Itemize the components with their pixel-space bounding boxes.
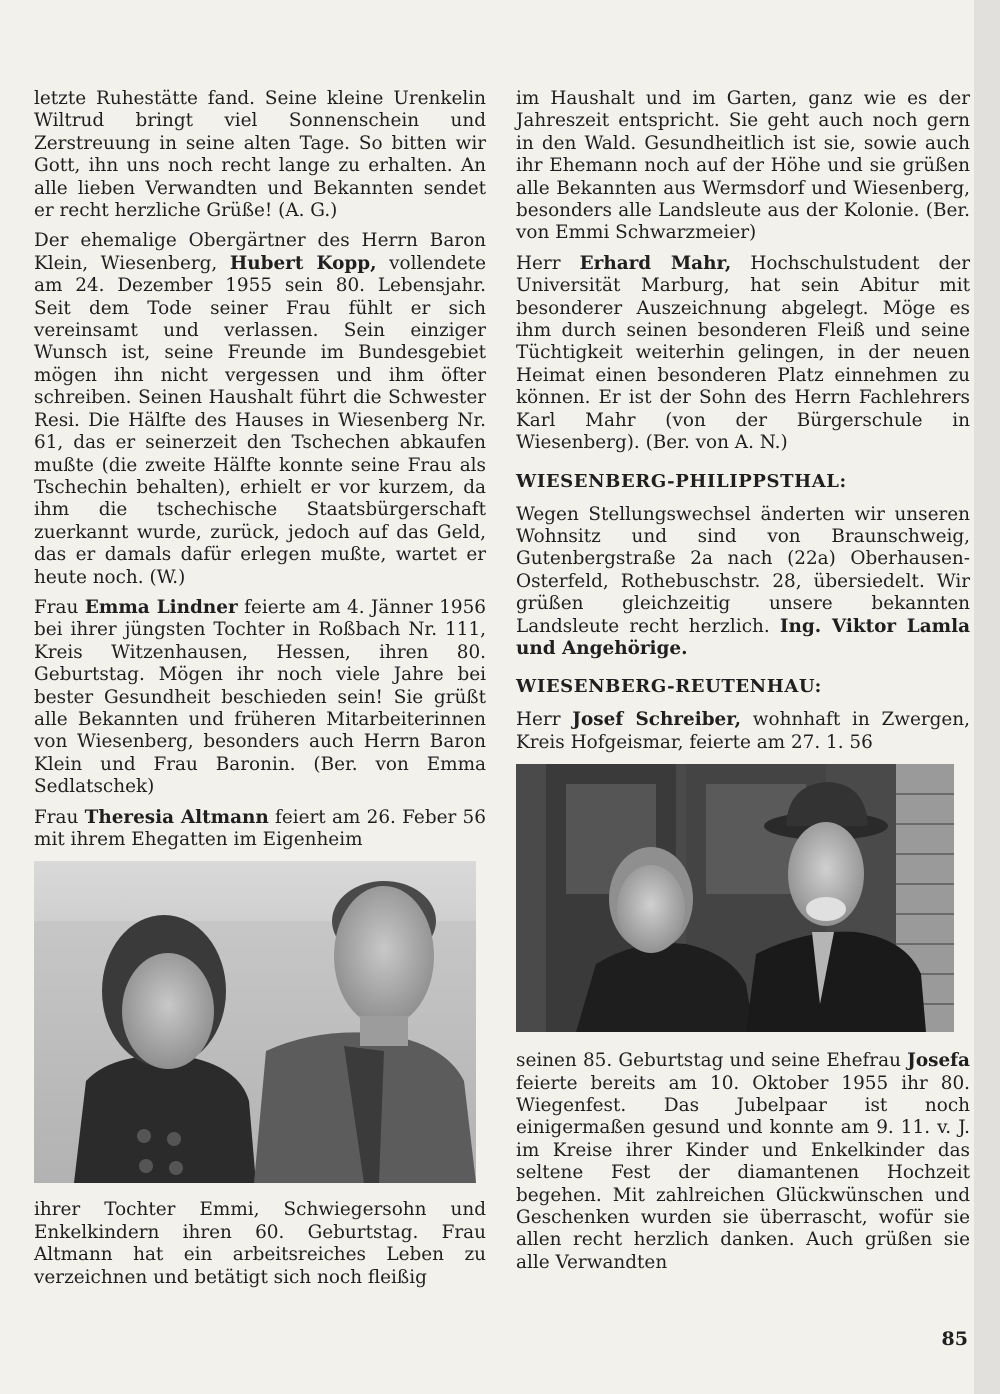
paragraph-hubert-kopp [34, 230, 486, 589]
paragraph-haushalt: im Haushalt und im Garten, ganz wie es der Jahreszeit entspricht. Sie geht auch noch gern in den Wald. Gesundheitlich ist sie, sowie auch ihr Ehemann noch auf der Höhe und sie grüßen alle Bekannten aus Wermsdorf und Wiesenberg, besonders alle Landsleute aus der Kolonie. (Ber. von Emmi Schwarzmeier) [516, 88, 970, 244]
text: Hochschulstudent der Universität Marburg, hat sein Abitur mit besonderer Auszeichnung abgelegt. Möge es ihm durch seinen besonderen Fleiß und seine Tüchtigkeit weiterhin gelingen, in der neuen Heimat einen besonderen Platz einnehmen zu können. Er ist der Sohn des Herrn Fachlehrers Karl Mahr (von der Bürgerschule in Wiesenberg). (Ber. von A. N.) [516, 252, 970, 454]
left-column [34, 88, 486, 1297]
page-number: 85 [941, 1328, 968, 1350]
person-name: Emma Lindner [84, 596, 238, 618]
text: Frau [34, 596, 79, 618]
text: feierte am 4. Jänner 1956 bei ihrer jüngsten Tochter in Roßbach Nr. 111, Kreis Witzenhausen, Hessen, ihren 80. Geburtstag. Mögen ihr noch viele Jahre bei bester Gesundheit beschieden sein! Sie grüßt alle Bekannten und früheren Mitarbeiterinnen von Wiesenberg, besonders auch Herrn Baron Klein und Frau Baronin. (Ber. von Emma Sedlatschek) [34, 596, 486, 798]
text: feiert am 26. Feber 56 mit ihrem Ehegatten im Eigenheim [34, 806, 486, 850]
person-name: Erhard Mahr, [579, 252, 732, 274]
person-name: Theresia Altmann [84, 806, 269, 828]
paragraph-lamla [516, 504, 970, 661]
text: feierte bereits am 10. Oktober 1955 ihr 80. Wiegenfest. Das Jubelpaar ist noch einigermaßen gesund und konnte am 9. 11. v. J. im Kreise ihrer Kinder und Enkelkinder das seltene Fest der diamantenen Hochzeit begehen. Mit zahlreichen Glückwünschen und Geschenken wurden sie überrascht, wofür sie allen recht herzlich danken. Auch grüßen sie alle Verwandten [516, 1072, 970, 1273]
text: Herr [516, 252, 561, 274]
text: Herr [516, 709, 561, 731]
paragraph-josefa [516, 1050, 970, 1274]
photo-altmann-image [34, 861, 476, 1183]
text: vollendete am 24. Dezember 1955 sein 80. Lebensjahr. Seit dem Tode seiner Frau fühlt er sich vereinsamt und verlassen. Sein einziger Wunsch ist, seine Freunde im Bundesgebiet mögen ihn nicht vergessen und ihm öfter schreiben. Seinen Haushalt führt die Schwester Resi. Die Hälfte des Hauses in Wiesenberg Nr. 61, das er seinerzeit den Tschechen abkaufen mußte (die zweite Hälfte konnte seine Frau als Tschechin behalten), erhielt er vor kurzem, da ihm die tschechische Staatsbürgerschaft zuerkannt wurde, zurück, jedoch auf das Geld, das er damals dafür erlegen mußte, wartet er heute noch. (W.) [34, 252, 486, 588]
person-name: Josefa [907, 1050, 970, 1072]
paragraph-urenkelin: letzte Ruhestätte fand. Seine kleine Urenkelin Wiltrud bringt viel Sonnenschein und Zerstreuung in seine alten Tage. So bitten wir Gott, ihn uns noch recht lange zu erhalten. An alle lieben Verwandten und Bekannten sendet er recht herzliche Grüße! (A. G.) [34, 88, 486, 222]
text: Wegen Stellungswechsel änderten wir unseren Wohnsitz und sind von Braunschweig, Gutenbergstraße 2a nach (22a) Oberhausen-Osterfeld, Rothebuschstr. 28, übersiedelt. Wir grüßen gleichzeitig unsere bekannten Landsleute recht herzlich. [516, 503, 970, 637]
text: seinen 85. Geburtstag und seine Ehefrau [516, 1050, 901, 1072]
person-name: Hubert Kopp, [229, 252, 377, 274]
paragraph-emma-lindner [34, 597, 486, 799]
paragraph-josef-schreiber [516, 709, 970, 754]
right-column [516, 88, 970, 1282]
photo-schreiber-couple [516, 764, 954, 1032]
person-name: Ing. Viktor Lamla und Angehörige. [516, 615, 970, 659]
section-heading-reutenhau: WIESENBERG-REUTENHAU: [516, 676, 822, 698]
paragraph-theresia-altmann [34, 807, 486, 852]
text: Frau [34, 806, 79, 828]
page-edge [974, 0, 1000, 1394]
text: wohnhaft in Zwergen, Kreis Hofgeismar, feierte am 27. 1. 56 [516, 709, 970, 753]
text: Der ehemalige Obergärtner des Herrn Baron Klein, Wiesenberg, [34, 230, 486, 274]
section-heading-philippsthal: WIESENBERG-PHILIPPSTHAL: [516, 470, 847, 492]
person-name: Josef Schreiber, [572, 709, 742, 731]
photo-schreiber-image [516, 764, 954, 1032]
photo-altmann-couple [34, 861, 476, 1183]
paragraph-altmann-continued: ihrer Tochter Emmi, Schwiegersohn und Enkelkindern ihren 60. Geburtstag. Frau Altmann hat ein arbeitsreiches Leben zu verzeichnen und betätigt sich noch fleißig [34, 1199, 486, 1288]
paragraph-erhard-mahr [516, 253, 970, 455]
